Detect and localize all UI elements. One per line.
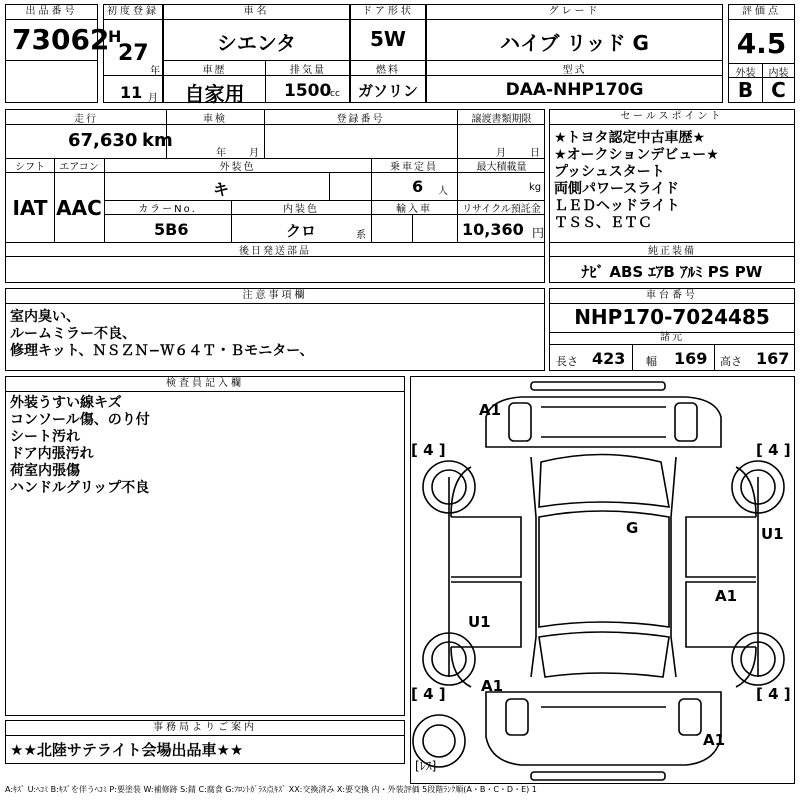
tailgate-shape (486, 692, 721, 765)
fuel-label: 燃料 (376, 65, 400, 76)
width-label: 幅 (646, 355, 657, 368)
office-block (5, 720, 405, 764)
left-headlight-shape (509, 403, 531, 441)
fuel: ガソリン (357, 82, 418, 100)
inspector-line: 外装うすい線キズ (10, 395, 122, 411)
door-type: 5W (370, 27, 406, 51)
chassis-number: NHP170-7024485 (574, 305, 770, 329)
office-label: 事務局よりご案内 (6, 721, 404, 736)
car-name: シエンタ (216, 31, 297, 55)
displacement-label: 排気量 (290, 65, 326, 76)
reg-year: 27 (118, 41, 149, 66)
recycle-deposit: 10,360 (462, 220, 524, 239)
exterior-color: キ (213, 180, 230, 199)
grade-label: グレード (427, 5, 722, 20)
right-headlight-shape (675, 403, 697, 441)
model-cell (426, 60, 723, 103)
lot-blank (5, 60, 98, 103)
windshield-shape (539, 455, 669, 508)
sales-points-block (549, 109, 795, 283)
first-reg-label: 初度登録 (104, 5, 162, 20)
lot-number-cell (5, 4, 110, 61)
tire-depth: [ 4 ] (756, 685, 791, 703)
front-bumper-shape (531, 382, 665, 390)
damage-mark: A1 (703, 731, 726, 749)
ac-label: エアコン (59, 162, 99, 173)
transfer-label: 譲渡書類期限 (471, 114, 532, 125)
notes-label: 注意事項欄 (6, 289, 544, 304)
car-name-label: 車名 (164, 5, 349, 20)
sales-point-item: ＴＳＳ、ＥＴＣ (554, 215, 652, 231)
mileage: 67,630 (68, 130, 138, 151)
history-displacement-cell (163, 60, 350, 106)
sales-point-item: 両側パワースライド (554, 181, 679, 197)
chassis-block (549, 288, 795, 371)
shift: IAT (12, 196, 48, 220)
rear-window-shape (539, 632, 669, 677)
note-line: 修理キット、ＮＳＺＮ−Ｗ６４Ｔ・Ｂモニター、 (10, 343, 314, 359)
exterior-label: 外装 (735, 68, 756, 79)
damage-mark: A1 (715, 587, 738, 605)
displacement-unit: cc (330, 89, 340, 99)
inspector-list (10, 395, 150, 497)
interior-grade: C (771, 78, 786, 102)
length: 423 (592, 349, 626, 368)
inspector-line: コンソール傷、のり付 (10, 412, 150, 428)
reg-month: 11 (120, 83, 143, 102)
office-message: ★★北陸サテライト会場出品車★★ (10, 741, 244, 759)
air-conditioner: AAC (56, 196, 102, 220)
exterior-grade: B (737, 78, 754, 102)
damage-mark: U1 (468, 613, 491, 631)
fuel-cell (350, 60, 426, 103)
interior-color-suffix: 系 (356, 230, 366, 241)
inspector-line: ハンドルグリップ不良 (10, 480, 150, 496)
first-registration-cell (103, 4, 163, 103)
sales-point-item: プッシュスタート (554, 164, 665, 180)
interior-color-label: 内装色 (283, 204, 319, 215)
shift-label: シフト (15, 162, 45, 173)
width: 169 (674, 349, 708, 368)
left-front-door-shape (451, 517, 521, 577)
import-label: 輸入車 (396, 204, 432, 215)
sales-point-item: ＬＥＤヘッドライト (554, 198, 680, 214)
inspector-block (5, 376, 405, 716)
registration-label: 登録番号 (336, 114, 385, 125)
hood-shape (486, 397, 721, 447)
sales-point-item: ★オークションデビュー★ (554, 147, 719, 163)
note-line: 室内臭い、 (10, 309, 80, 325)
inspection-month-unit: 月 (249, 148, 259, 159)
grade-cell (426, 4, 723, 61)
roof-shape (539, 511, 669, 627)
car-name-cell (163, 4, 350, 61)
damage-mark: U1 (761, 525, 784, 543)
notes-block (5, 288, 545, 371)
damage-mark: G (626, 519, 639, 537)
sales-points-label: セールスポイント (550, 110, 794, 125)
history: 自家用 (184, 82, 245, 106)
lot-number: 73062 (12, 23, 110, 56)
inspection-year-unit: 年 (216, 148, 226, 159)
inspector-line: 荷室内張傷 (10, 463, 80, 479)
score-cell (728, 4, 795, 103)
history-label: 車歴 (202, 65, 227, 76)
rear-bumper-shape (531, 772, 665, 780)
inspector-line: シート汚れ (10, 429, 80, 445)
color-label: 外装色 (219, 162, 256, 173)
recycle-unit: 円 (532, 226, 545, 240)
right-front-door-shape (686, 517, 756, 577)
load-unit: kg (529, 182, 542, 193)
recycle-label: リサイクル預託金 (462, 204, 541, 215)
length-label: 長さ (556, 355, 578, 368)
era: H (108, 27, 122, 46)
inspector-label: 検査員記入欄 (6, 377, 404, 392)
legend: A:ｷｽﾞ U:ﾍｺﾐ B:ｷｽﾞを伴うﾍｺﾐ P:要塗装 W:補修跡 S:錆 C:腐食 G:ﾌﾛﾝﾄｶﾞﾗｽ点ｷｽﾞ XX:交換済み X:要交換 内・外装評価 5段階ﾗﾝｸ順(A・B・C・D・E) 1 (5, 785, 537, 794)
model-label: 型式 (562, 65, 587, 76)
color-number: 5B6 (154, 220, 189, 239)
capacity-label: 乗車定員 (390, 162, 438, 173)
score-label: 評価点 (729, 5, 794, 20)
inspection-label: 車検 (203, 114, 227, 125)
equipment-label: 純正装備 (648, 246, 696, 257)
chassis-label: 車台番号 (550, 289, 794, 304)
tire-depth: [ 4 ] (756, 441, 791, 459)
height-label: 高さ (720, 355, 742, 368)
score: 4.5 (736, 27, 787, 60)
tire-depth: [ 4 ] (411, 685, 446, 703)
grade: ハイブ リッド G (500, 31, 649, 55)
tire-depth: [ 4 ] (411, 441, 446, 459)
displacement: 1500 (284, 81, 332, 101)
lot-label: 出品番号 (6, 5, 97, 20)
capacity-unit: 人 (438, 186, 448, 197)
sales-point-item: ★トヨタ認定中古車歴★ (554, 130, 706, 146)
spare-tire-label: [ﾚｽ] (415, 759, 437, 773)
car-outline-diagram (411, 377, 796, 785)
sales-points-list (554, 130, 719, 232)
transfer-day: 日 (530, 148, 540, 159)
door-cell (350, 4, 426, 61)
month-unit: 月 (148, 93, 158, 104)
damage-diagram (410, 376, 795, 784)
capacity: 6 (412, 177, 424, 196)
vehicle-detail-block (5, 109, 545, 283)
interior-label: 内装 (768, 68, 789, 79)
model: DAA-NHP170G (505, 80, 644, 100)
mileage-label: 走行 (74, 114, 98, 125)
height: 167 (756, 349, 790, 368)
interior-color: クロ (286, 222, 317, 240)
damage-mark: A1 (481, 677, 504, 695)
year-unit: 年 (150, 66, 160, 77)
mileage-unit: km (142, 130, 173, 151)
inspector-line: ドア内張汚れ (10, 446, 94, 462)
max-load-label: 最大積載量 (476, 162, 527, 173)
spec-label: 諸元 (660, 332, 684, 343)
door-label: ドア形状 (351, 5, 425, 20)
color-number-label: カラーNo. (138, 204, 197, 215)
equipment: ﾅﾋﾞ ABS ｴｱB ｱﾙﾐ PS PW (581, 263, 763, 281)
notes-list (10, 309, 314, 360)
transfer-month: 月 (496, 148, 506, 159)
note-line: ルームミラー不良、 (10, 326, 136, 342)
later-parts-label: 後日発送部品 (239, 246, 311, 257)
damage-mark: A1 (479, 401, 502, 419)
